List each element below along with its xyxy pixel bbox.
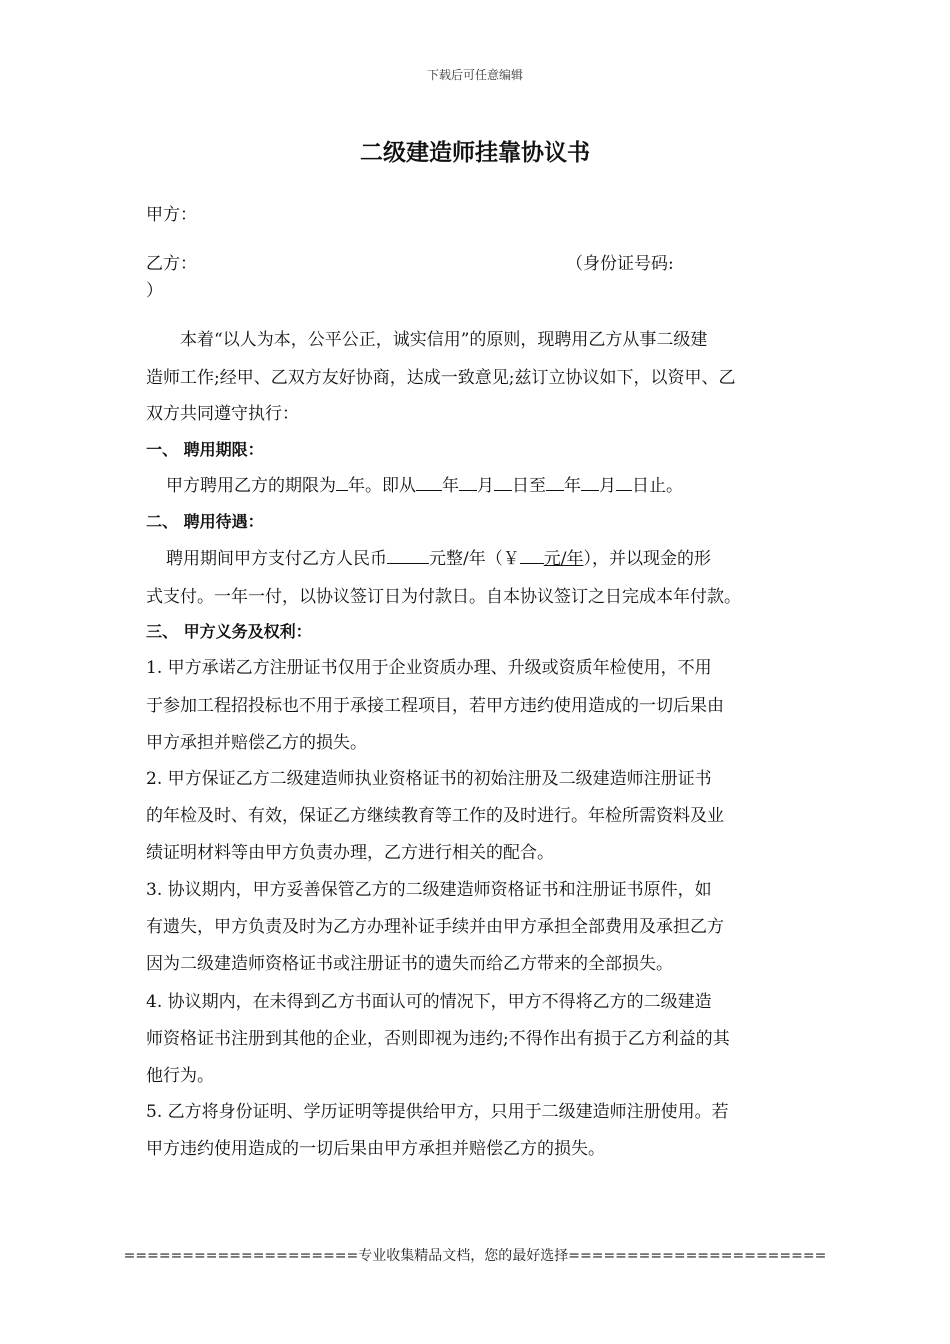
s1-text-3: 年 bbox=[442, 476, 459, 496]
party-a-label: 甲方： bbox=[146, 205, 197, 225]
s1-text-4: 月 bbox=[477, 476, 494, 496]
s3-line-1: 1. 甲方承诺乙方注册证书仅用于企业资质办理、升级或资质年检使用，不用 bbox=[146, 658, 712, 678]
intro-line-3: 双方共同遵守执行： bbox=[146, 404, 299, 424]
s3-line-6: 绩证明材料等由甲方负责办理，乙方进行相关的配合。 bbox=[146, 843, 554, 863]
blank-end-year bbox=[546, 473, 564, 491]
s1-text-7: 月 bbox=[599, 476, 616, 496]
s1-text-5: 日至 bbox=[512, 476, 546, 496]
s3-line-2: 于参加工程招投标也不用于承接工程项目，若甲方违约使用造成的一切后果由 bbox=[146, 696, 724, 716]
s3-line-3: 甲方承担并赔偿乙方的损失。 bbox=[146, 733, 367, 753]
section-2-heading: 二、 聘用待遇： bbox=[146, 512, 264, 531]
s3-line-8: 有遗失，甲方负责及时为乙方办理补证手续并由甲方承担全部费用及承担乙方 bbox=[146, 917, 724, 937]
s2-text-1: 聘用期间甲方支付乙方人民币 bbox=[166, 549, 387, 569]
intro-line-2: 造师工作;经甲、乙双方友好协商，达成一致意见;兹订立协议如下，以资甲、乙 bbox=[146, 368, 736, 388]
document-title: 二级建造师挂靠协议书 bbox=[360, 140, 590, 166]
s3-line-11: 师资格证书注册到其他的企业，否则即视为违约;不得作出有损于乙方利益的其 bbox=[146, 1029, 730, 1049]
s3-line-5: 的年检及时、有效，保证乙方继续教育等工作的及时进行。年检所需资料及业 bbox=[146, 806, 724, 826]
s3-line-10: 4. 协议期内，在未得到乙方书面认可的情况下，甲方不得将乙方的二级建造 bbox=[146, 992, 712, 1012]
blank-start-month bbox=[459, 473, 477, 491]
id-number-label: （身份证号码: bbox=[566, 254, 674, 274]
s1-text-8: 日止。 bbox=[632, 476, 683, 496]
footer-note: ====================专业收集精品文档，您的最好选择====================== bbox=[123, 1248, 827, 1264]
blank-term-years bbox=[336, 473, 348, 491]
s3-line-4: 2. 甲方保证乙方二级建造师执业资格证书的初始注册及二级建造师注册证书 bbox=[146, 769, 712, 789]
party-b-label: 乙方： bbox=[146, 254, 197, 274]
s3-line-13: 5. 乙方将身份证明、学历证明等提供给甲方，只用于二级建造师注册使用。若 bbox=[146, 1102, 729, 1122]
s1-text-1: 甲方聘用乙方的期限为 bbox=[166, 476, 336, 496]
s3-line-7: 3. 协议期内，甲方妥善保管乙方的二级建造师资格证书和注册证书原件，如 bbox=[146, 880, 712, 900]
s1-text-6: 年 bbox=[564, 476, 581, 496]
s1-text-2: 年。即从 bbox=[348, 476, 416, 496]
s2-text-3: 元/年 bbox=[543, 549, 584, 569]
header-note: 下载后可任意编辑 bbox=[426, 68, 523, 82]
s3-line-9: 因为二级建造师资格证书或注册证书的遗失而给乙方带来的全部损失。 bbox=[146, 954, 673, 974]
s3-line-14: 甲方违约使用造成的一切后果由甲方承担并赔偿乙方的损失。 bbox=[146, 1139, 605, 1159]
blank-start-year bbox=[416, 473, 442, 491]
section-3-heading: 三、 甲方义务及权利： bbox=[146, 622, 312, 641]
blank-end-day bbox=[616, 473, 632, 491]
section-1-text bbox=[166, 471, 683, 496]
blank-salary-amount bbox=[387, 546, 429, 564]
id-number-close: ） bbox=[146, 281, 163, 301]
section-2-text bbox=[166, 544, 711, 569]
section-2-line-2: 式支付。一年一付，以协议签订日为付款日。自本协议签订之日完成本年付款。 bbox=[146, 587, 741, 607]
section-1-heading: 一、 聘用期限： bbox=[146, 440, 264, 459]
blank-salary-figure bbox=[520, 546, 544, 564]
s3-line-12: 他行为。 bbox=[146, 1066, 214, 1086]
blank-start-day bbox=[494, 473, 512, 491]
blank-end-month bbox=[581, 473, 599, 491]
s2-text-4: ），并以现金的形 bbox=[583, 549, 711, 569]
intro-line-1: 本着“以人为本，公平公正，诚实信用”的原则，现聘用乙方从事二级建 bbox=[180, 330, 708, 350]
s2-text-2: 元整/年（￥ bbox=[429, 549, 520, 569]
